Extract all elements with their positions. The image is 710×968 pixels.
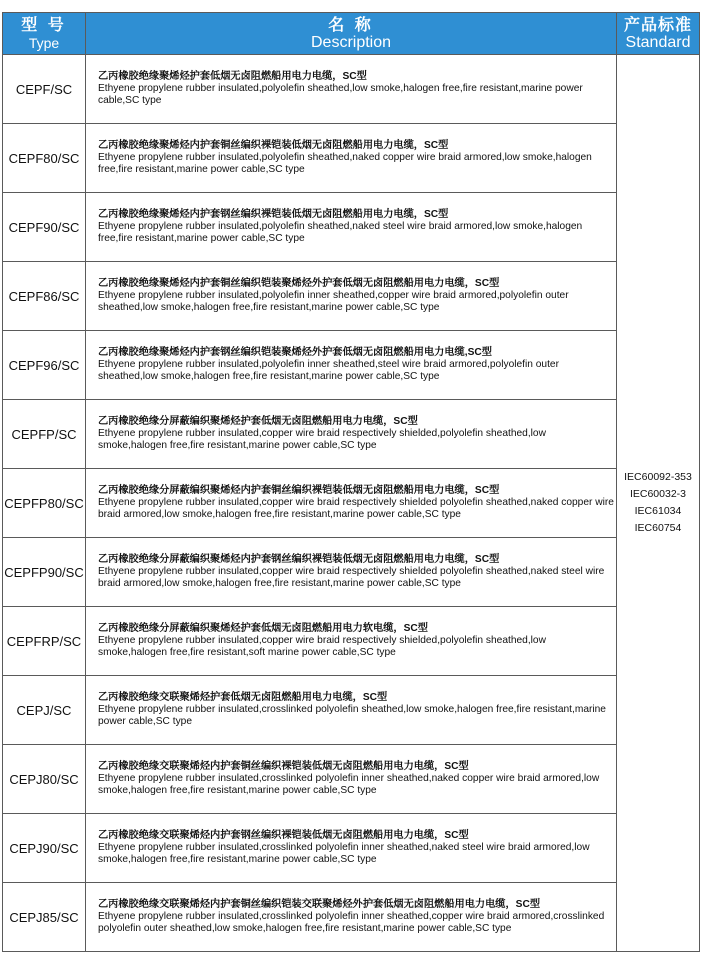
cable-spec-table <box>2 12 700 952</box>
table-row <box>3 676 700 745</box>
description-cn: 乙丙橡胶绝缘聚烯烃内护套铜丝编织裸铠装低烟无卤阻燃船用电力电缆，SC型 <box>98 140 449 151</box>
description-en: Ethyene propylene rubber insulated,copper wire braid respectively shielded,polyolefin sheathed,low smoke,halogen free,fire resistant,soft marine power cable,SC type <box>98 635 546 658</box>
description-cn: 乙丙橡胶绝缘聚烯烃内护套钢丝编织裸铠装低烟无卤阻燃船用电力电缆，SC型 <box>98 209 449 220</box>
description-en: Ethyene propylene rubber insulated,crosslinked polyolefin sheathed,low smoke,halogen free,fire resistant,marine power cable,SC type <box>98 704 606 727</box>
description-en: Ethyene propylene rubber insulated,crosslinked polyolefin inner sheathed,copper wire braid armored,crosslinked polyolefin outer sheathed,low smoke,halogen free,fire resistant,marine power cable,SC type <box>98 911 605 934</box>
description-en: Ethyene propylene rubber insulated,crosslinked polyolefin inner sheathed,naked steel wire braid armored,low smoke,halogen free,fire resistant,marine power cable,SC type <box>98 842 590 865</box>
description-column-header <box>86 13 617 55</box>
type-cell: CEPF86/SC <box>3 262 86 331</box>
type-header-cn: 型 号 <box>21 16 67 34</box>
description-cn: 乙丙橡胶绝缘聚烯烃内护套铜丝编织铠装聚烯烃外护套低烟无卤阻燃船用电力电缆，SC型 <box>98 278 500 289</box>
description-en: Ethyene propylene rubber insulated,polyolefin sheathed,naked steel wire braid armored,low smoke,halogen free,fire resistant,marine power cable,SC type <box>98 221 583 244</box>
description-cell <box>86 262 617 331</box>
table-row <box>3 124 700 193</box>
table-row <box>3 400 700 469</box>
type-cell: CEPJ/SC <box>3 676 86 745</box>
table-row <box>3 538 700 607</box>
type-column-header <box>3 13 86 55</box>
standard-item: IEC61034 <box>634 505 682 517</box>
table-row <box>3 55 700 124</box>
description-en: Ethyene propylene rubber insulated,polyolefin inner sheathed,steel wire braid armored,polyolefin outer sheathed,low smoke,halogen free,fire resistant,marine power cable,SC type <box>98 359 559 382</box>
type-cell: CEPF/SC <box>3 55 86 124</box>
table-row <box>3 331 700 400</box>
description-cn: 乙丙橡胶绝缘分屏蔽编织聚烯烃内护套铜丝编织裸铠装低烟无卤阻燃船用电力电缆，SC型 <box>98 485 500 496</box>
standard-column-header <box>617 13 700 55</box>
description-en: Ethyene propylene rubber insulated,copper wire braid respectively shielded polyolefin sheathed,naked steel wire braid armored,low smoke,halogen free,fire resistant,marine power cable,SC type <box>98 566 605 589</box>
type-cell: CEPF90/SC <box>3 193 86 262</box>
description-cn: 乙丙橡胶绝缘交联聚烯烃内护套铜丝编织裸铠装低烟无卤阻燃船用电力电缆，SC型 <box>98 761 469 772</box>
type-cell: CEPFRP/SC <box>3 607 86 676</box>
standard-item: IEC60754 <box>634 522 682 534</box>
table-row <box>3 814 700 883</box>
description-cell <box>86 538 617 607</box>
type-cell: CEPJ85/SC <box>3 883 86 952</box>
description-en: Ethyene propylene rubber insulated,copper wire braid respectively shielded polyolefin sheathed,naked copper wire braid armored,low smoke,halogen free,fire resistant,marine power cable,SC type <box>98 497 614 520</box>
table-row <box>3 745 700 814</box>
description-cn: 乙丙橡胶绝缘分屏蔽编织聚烯烃内护套钢丝编织裸铠装低烟无卤阻燃船用电力电缆，SC型 <box>98 554 500 565</box>
standard-cell <box>617 55 700 952</box>
standard-header-cn: 产品标准 <box>623 16 692 34</box>
description-cell <box>86 607 617 676</box>
description-cell <box>86 883 617 952</box>
type-cell: CEPF96/SC <box>3 331 86 400</box>
table-row <box>3 193 700 262</box>
description-cell <box>86 469 617 538</box>
table-body <box>3 55 700 952</box>
type-cell: CEPFP80/SC <box>3 469 86 538</box>
description-cell <box>86 814 617 883</box>
description-cell <box>86 193 617 262</box>
description-cell <box>86 676 617 745</box>
description-cn: 乙丙橡胶绝缘交联聚烯烃内护套铜丝编织铠装交联聚烯烃外护套低烟无卤阻燃船用电力电缆，SC型 <box>98 899 541 910</box>
description-header-en: Description <box>310 33 392 51</box>
description-cn: 乙丙橡胶绝缘交联聚烯烃护套低烟无卤阻燃船用电力电缆，SC型 <box>98 692 388 703</box>
table-row <box>3 469 700 538</box>
table-header <box>3 13 700 55</box>
description-en: Ethyene propylene rubber insulated,polyolefin sheathed,low smoke,halogen free,fire resistant,marine power cable,SC type <box>98 83 583 106</box>
type-cell: CEPFP/SC <box>3 400 86 469</box>
description-cell <box>86 331 617 400</box>
standard-item: IEC60092-353 <box>624 471 692 483</box>
description-cell <box>86 400 617 469</box>
description-cell <box>86 745 617 814</box>
description-en: Ethyene propylene rubber insulated,copper wire braid respectively shielded,polyolefin sheathed,low smoke,halogen free,fire resistant,marine power cable,SC type <box>98 428 546 451</box>
table-row <box>3 262 700 331</box>
description-cn: 乙丙橡胶绝缘分屏蔽编织聚烯烃护套低烟无卤阻燃船用电力软电缆，SC型 <box>98 623 428 634</box>
description-cn: 乙丙橡胶绝缘交联聚烯烃内护套钢丝编织裸铠装低烟无卤阻燃船用电力电缆，SC型 <box>98 830 469 841</box>
type-cell: CEPJ80/SC <box>3 745 86 814</box>
type-cell: CEPF80/SC <box>3 124 86 193</box>
type-header-en: Type <box>28 34 60 51</box>
standard-item: IEC60032-3 <box>629 488 687 500</box>
table-row <box>3 607 700 676</box>
table-row <box>3 883 700 952</box>
description-cell <box>86 55 617 124</box>
standard-header-en: Standard <box>625 33 691 51</box>
type-cell: CEPJ90/SC <box>3 814 86 883</box>
description-cn: 乙丙橡胶绝缘分屏蔽编织聚烯烃护套低烟无卤阻燃船用电力电缆，SC型 <box>98 416 418 427</box>
description-cn: 乙丙橡胶绝缘聚烯烃护套低烟无卤阻燃船用电力电缆，SC型 <box>98 71 367 82</box>
description-en: Ethyene propylene rubber insulated,polyolefin inner sheathed,copper wire braid armored,polyolefin outer sheathed,low smoke,halogen free,fire resistant,marine power cable,SC type <box>98 290 569 313</box>
description-cell <box>86 124 617 193</box>
description-cn: 乙丙橡胶绝缘聚烯烃内护套钢丝编织铠装聚烯烃外护套低烟无卤阻燃船用电力电缆,SC型 <box>98 347 492 358</box>
description-header-cn: 名 称 <box>328 16 374 34</box>
description-en: Ethyene propylene rubber insulated,polyolefin sheathed,naked copper wire braid armored,low smoke,halogen free,fire resistant,marine power cable,SC type <box>98 152 592 175</box>
description-en: Ethyene propylene rubber insulated,crosslinked polyolefin inner sheathed,naked copper wire braid armored,low smoke,halogen free,fire resistant,marine power cable,SC type <box>98 773 600 796</box>
type-cell: CEPFP90/SC <box>3 538 86 607</box>
